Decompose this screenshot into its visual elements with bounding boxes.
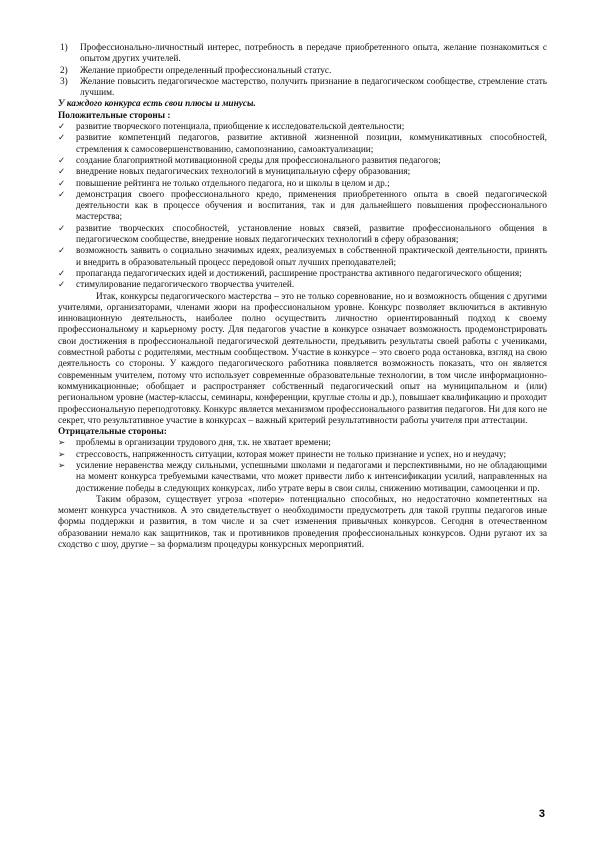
list-number: 3) (60, 76, 68, 87)
list-item-text: развитие компетенций педагогов, развитие активной жизненной позиции, коммуникативных способностей, стремления к самосовершенствованию, самопознанию, самоактуализации; (76, 133, 547, 155)
list-item (58, 224, 547, 247)
list-item (58, 190, 547, 224)
positive-heading: Положительные стороны : (58, 110, 171, 121)
checkmark-icon: ✓ (58, 268, 66, 279)
pros-cons-heading: У каждого конкурса есть свои плюсы и минусы. (58, 99, 256, 110)
arrow-bullet-icon: ➢ (58, 438, 66, 449)
checkmark-icon: ✓ (58, 167, 66, 178)
negative-heading: Отрицательные стороны: (58, 427, 167, 438)
summary-paragraph: Итак, конкурсы педагогического мастерства – это не только соревнование, но и возможность общения с другими учителями, организаторами, членами жюри на профессиональном уровне. Конкурс позволяет включиться в активную инновационную деятельность, наиболее полно осуществить личностно ориентированный подход к своему профессиональному и карьерному росту. Для педагогов участие в конкурсе означает возможность продемонстрировать свои достижения в профессиональной педагогической деятельности, предъявить результаты своей работы с учениками, совместной работы с родителями, местным сообществом. Участие в конкурсе – это своего рода остановка, взгляд на свою деятельность со стороны. У каждого педагогического работника появляется возможность показать, что он является современным учителем, потому что использует современные образовательные технологии, в том числе информационно-коммуникационные; обобщает и распространяет собственный педагогический опыт на муниципальном и (или) региональном уровне (мастер-классы, семинары, конференции, круглые столы и др.), повышает квалификацию и проходит профессиональную переподготовку. Конкурс является механизмом профессионального развития педагогов. Ни для кого не секрет, что результативное участие в конкурсах – важный критерий результативности работы учителя при аттестации. (58, 291, 547, 426)
list-item (58, 280, 547, 291)
list-item (58, 179, 547, 190)
negative-list (58, 438, 547, 494)
list-item-text: возможность заявить о социально значимых идеях, реализуемых в собственной практической деятельности, принять и внедрить в образовательный процесс передовой опыт лучших преподавателей; (76, 246, 547, 268)
arrow-bullet-icon: ➢ (58, 449, 66, 460)
list-item (58, 246, 547, 269)
list-number: 1) (60, 43, 68, 53)
checkmark-icon: ✓ (58, 122, 66, 133)
positive-list (58, 122, 547, 291)
list-item-text: Желание повысить педагогическое мастерство, получить признание в педагогическом сообществе, стремление стать лучшим. (80, 76, 547, 99)
list-item-text: внедрение новых педагогических технологий в муниципальную сферу образования; (76, 167, 411, 178)
list-item (58, 461, 547, 495)
checkmark-icon: ✓ (58, 133, 66, 144)
list-item-text: развитие творческого потенциала, приобщение к исследовательской деятельности; (76, 122, 405, 133)
intro-list (58, 43, 547, 99)
list-item (58, 438, 547, 449)
checkmark-icon: ✓ (58, 178, 66, 189)
list-item (58, 43, 547, 66)
list-item (58, 122, 547, 133)
checkmark-icon: ✓ (58, 246, 66, 257)
list-item (58, 133, 547, 156)
list-item-text: усиление неравенства между сильными, успешными школами и педагогами и перспективными, но не обладающими на момент конкурса требуемыми качествами, что может привести либо к интенсификации усилий, направленных на достижение победы в следующих конкурсах, либо утрате веры в свои силы, снижению мотивации, самооценки и пр. (76, 460, 547, 494)
arrow-bullet-icon: ➢ (58, 460, 66, 471)
page-number: 3 (538, 808, 545, 820)
list-item-text: демонстрация своего профессионального кредо, применения приобретенного опыта в своей педагогической деятельности как в процессе обучения и воспитания, так и для дальнейшего повышения профессионального мастерства; (76, 189, 547, 223)
list-item (58, 167, 547, 178)
list-item (58, 156, 547, 167)
list-item (58, 450, 547, 461)
checkmark-icon: ✓ (58, 189, 66, 200)
list-item-text: стимулирование педагогического творчества учителей. (76, 280, 295, 291)
checkmark-icon: ✓ (58, 280, 66, 291)
list-item (58, 66, 547, 77)
list-item-text: развитие творческих способностей, установление новых связей, развитие профессионального общения в педагогическом сообществе, внедрение новых педагогических технологий в сферу образования; (76, 223, 547, 246)
checkmark-icon: ✓ (58, 155, 66, 166)
list-item-text: повышение рейтинга не только отдельного педагога, но и школы в целом и др.; (76, 178, 390, 189)
list-item (58, 269, 547, 280)
list-item-text: Желание приобрести определенный профессиональный статус. (80, 65, 332, 76)
checkmark-icon: ✓ (58, 223, 66, 234)
list-item-text: проблемы в организации трудового дня, т.к. не хватает времени; (76, 438, 331, 449)
list-item-text: стрессовость, напряженность ситуации, которая может принести не только признание и успех, но и неудачу; (76, 449, 507, 460)
conclusion-paragraph: Таким образом, существует угроза «потери» потенциально способных, но недостаточно компетентных на момент конкурса участников. А это свидетельствует о необходимости предусмотреть для такой группы педагогов иные формы поддержки и развития, в том числе и за счет изменения привычных конкурсов. Сегодня в отечественном образовании немало как защитников, так и противников проведения профессиональных конкурсов. Одни ругают их за сходство с шоу, другие – за формализм процедуры конкурсных мероприятий. (58, 494, 547, 551)
list-item-text: пропаганда педагогических идей и достижений, расширение пространства активного педагогического общения; (76, 268, 522, 279)
list-number: 2) (60, 65, 68, 76)
list-item-text: Профессионально-личностный интерес, потребность в передаче приобретенного опыта, желание познакомиться с опытом других учителей. (80, 43, 547, 65)
list-item (58, 77, 547, 100)
list-item-text: создание благоприятной мотивационной среды для профессионального развития педагогов; (76, 155, 441, 166)
